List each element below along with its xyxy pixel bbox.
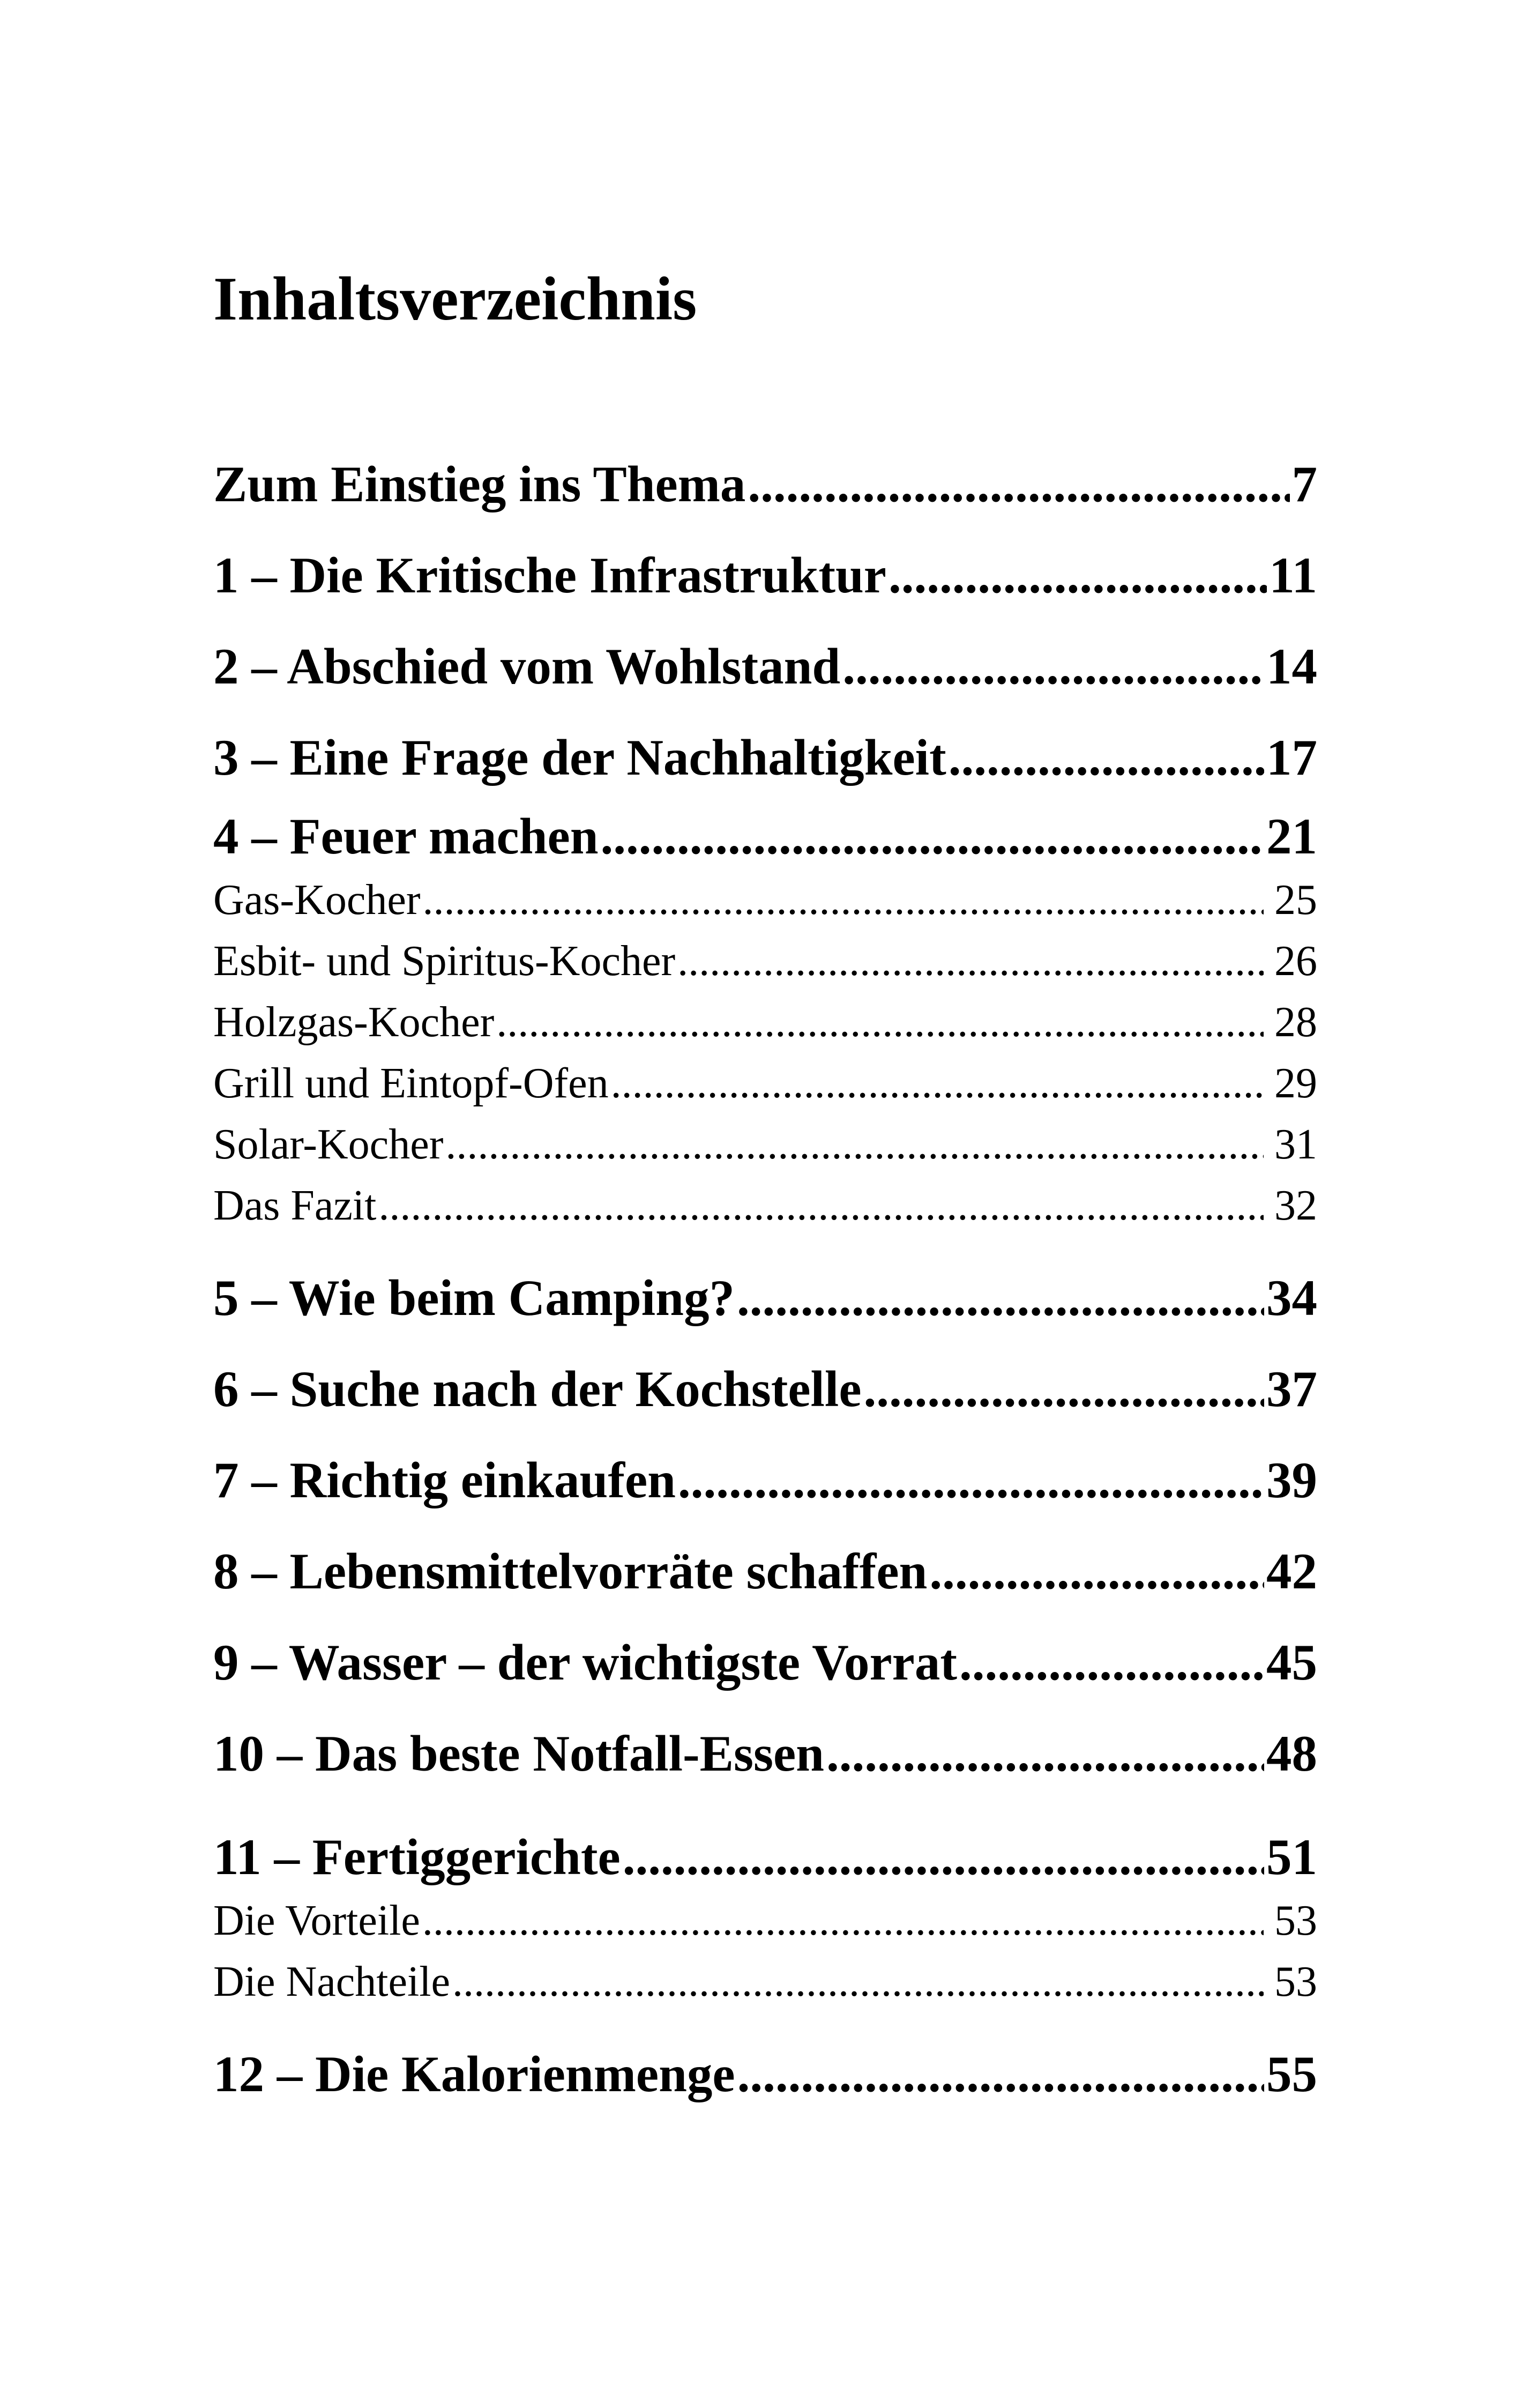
toc-entry-chapter-4 <box>213 803 1317 869</box>
toc-entry-section <box>213 1114 1317 1175</box>
toc-entry-title: 6 – Suche nach der Kochstelle <box>213 1361 862 1417</box>
toc-entry-title: 2 – Abschied vom Wohlstand <box>213 638 841 695</box>
dot-leader <box>623 1824 1264 1890</box>
toc-page-number: 48 <box>1266 1725 1317 1782</box>
dot-leader <box>378 1175 1264 1236</box>
toc-entry-title: 4 – Feuer machen <box>213 808 599 865</box>
toc-entry-title: Holzgas-Kocher <box>213 999 495 1046</box>
dot-leader <box>889 530 1267 621</box>
toc-page-number: 25 <box>1274 876 1317 924</box>
toc-page-number: 17 <box>1266 729 1317 786</box>
toc-entry-chapter-6 <box>213 1343 1317 1435</box>
dot-leader <box>611 1053 1264 1114</box>
toc-page-number: 26 <box>1274 938 1317 985</box>
dot-leader <box>737 2028 1264 2120</box>
toc-entry-title: Gas-Kocher <box>213 876 421 924</box>
dot-leader <box>422 1890 1264 1951</box>
dot-leader <box>677 931 1264 992</box>
toc-entry-section <box>213 992 1317 1053</box>
dot-leader <box>678 1435 1264 1526</box>
toc-page-number: 21 <box>1266 808 1317 865</box>
dot-leader <box>826 1708 1264 1799</box>
toc-entry-title: 3 – Eine Frage der Nachhaltigkeit <box>213 729 946 786</box>
toc-page-number: 55 <box>1266 2046 1317 2102</box>
page-title: Inhaltsverzeichnis <box>213 265 697 333</box>
toc-entry-title: Grill und Eintopf-Ofen <box>213 1060 609 1107</box>
dot-leader <box>445 1114 1264 1175</box>
toc-page-number: 28 <box>1274 999 1317 1046</box>
table-of-contents <box>213 439 1317 2120</box>
toc-entry-chapter-10 <box>213 1708 1317 1799</box>
toc-entry-chapter-5 <box>213 1252 1317 1343</box>
dot-leader <box>601 803 1264 869</box>
toc-entry-title: 7 – Richtig einkaufen <box>213 1452 676 1508</box>
toc-entry-section <box>213 1175 1317 1252</box>
dot-leader <box>959 1617 1264 1708</box>
toc-entry-intro <box>213 439 1317 530</box>
toc-entry-title: 1 – Die Kritische Infrastruktur <box>213 547 886 604</box>
toc-entry-title: 10 – Das beste Notfall-Essen <box>213 1725 824 1782</box>
toc-entry-section <box>213 1890 1317 1951</box>
toc-page-number: 39 <box>1266 1452 1317 1508</box>
toc-entry-title: 12 – Die Kalorienmenge <box>213 2046 735 2102</box>
toc-entry-chapter-8 <box>213 1526 1317 1617</box>
toc-entry-title: 9 – Wasser – der wichtigste Vorrat <box>213 1634 957 1691</box>
dot-leader <box>949 712 1264 803</box>
toc-page-number: 31 <box>1274 1121 1317 1168</box>
toc-page-number: 53 <box>1274 1958 1317 2005</box>
dot-leader <box>748 439 1289 530</box>
toc-entry-title: 8 – Lebensmittelvorräte schaffen <box>213 1543 928 1600</box>
toc-entry-chapter-2 <box>213 621 1317 712</box>
toc-entry-chapter-9 <box>213 1617 1317 1708</box>
toc-entry-section <box>213 1053 1317 1114</box>
toc-entry-title: Zum Einstieg ins Thema <box>213 456 746 512</box>
dot-leader <box>864 1343 1265 1435</box>
toc-entry-chapter-12 <box>213 2028 1317 2120</box>
dot-leader <box>737 1252 1264 1343</box>
dot-leader <box>496 992 1264 1053</box>
toc-page-number: 7 <box>1291 456 1317 512</box>
toc-page-number: 42 <box>1266 1543 1317 1600</box>
toc-page-number: 51 <box>1266 1829 1317 1885</box>
toc-page-number: 45 <box>1266 1634 1317 1691</box>
dot-leader <box>842 621 1264 712</box>
toc-entry-chapter-3 <box>213 712 1317 803</box>
dot-leader <box>422 869 1264 931</box>
toc-page-number: 53 <box>1274 1897 1317 1944</box>
toc-entry-title: 5 – Wie beim Camping? <box>213 1269 735 1326</box>
toc-entry-title: Die Nachteile <box>213 1958 450 2005</box>
toc-entry-section <box>213 931 1317 992</box>
toc-page-number: 37 <box>1266 1361 1317 1417</box>
toc-entry-title: 11 – Fertiggerichte <box>213 1829 621 1885</box>
toc-entry-title: Esbit- und Spiritus-Kocher <box>213 938 676 985</box>
toc-entry-section <box>213 869 1317 931</box>
toc-entry-title: Solar-Kocher <box>213 1121 444 1168</box>
toc-page-number: 34 <box>1266 1269 1317 1326</box>
toc-page-number: 11 <box>1269 547 1317 604</box>
toc-entry-chapter-11 <box>213 1824 1317 1890</box>
dot-leader <box>929 1526 1264 1617</box>
toc-page-number: 14 <box>1266 638 1317 695</box>
toc-page-number: 32 <box>1274 1182 1317 1229</box>
dot-leader <box>452 1951 1264 2012</box>
toc-entry-title: Das Fazit <box>213 1182 377 1229</box>
toc-entry-chapter-1 <box>213 530 1317 621</box>
toc-page-number: 29 <box>1274 1060 1317 1107</box>
toc-entry-title: Die Vorteile <box>213 1897 420 1944</box>
toc-entry-chapter-7 <box>213 1435 1317 1526</box>
toc-entry-section <box>213 1951 1317 2028</box>
